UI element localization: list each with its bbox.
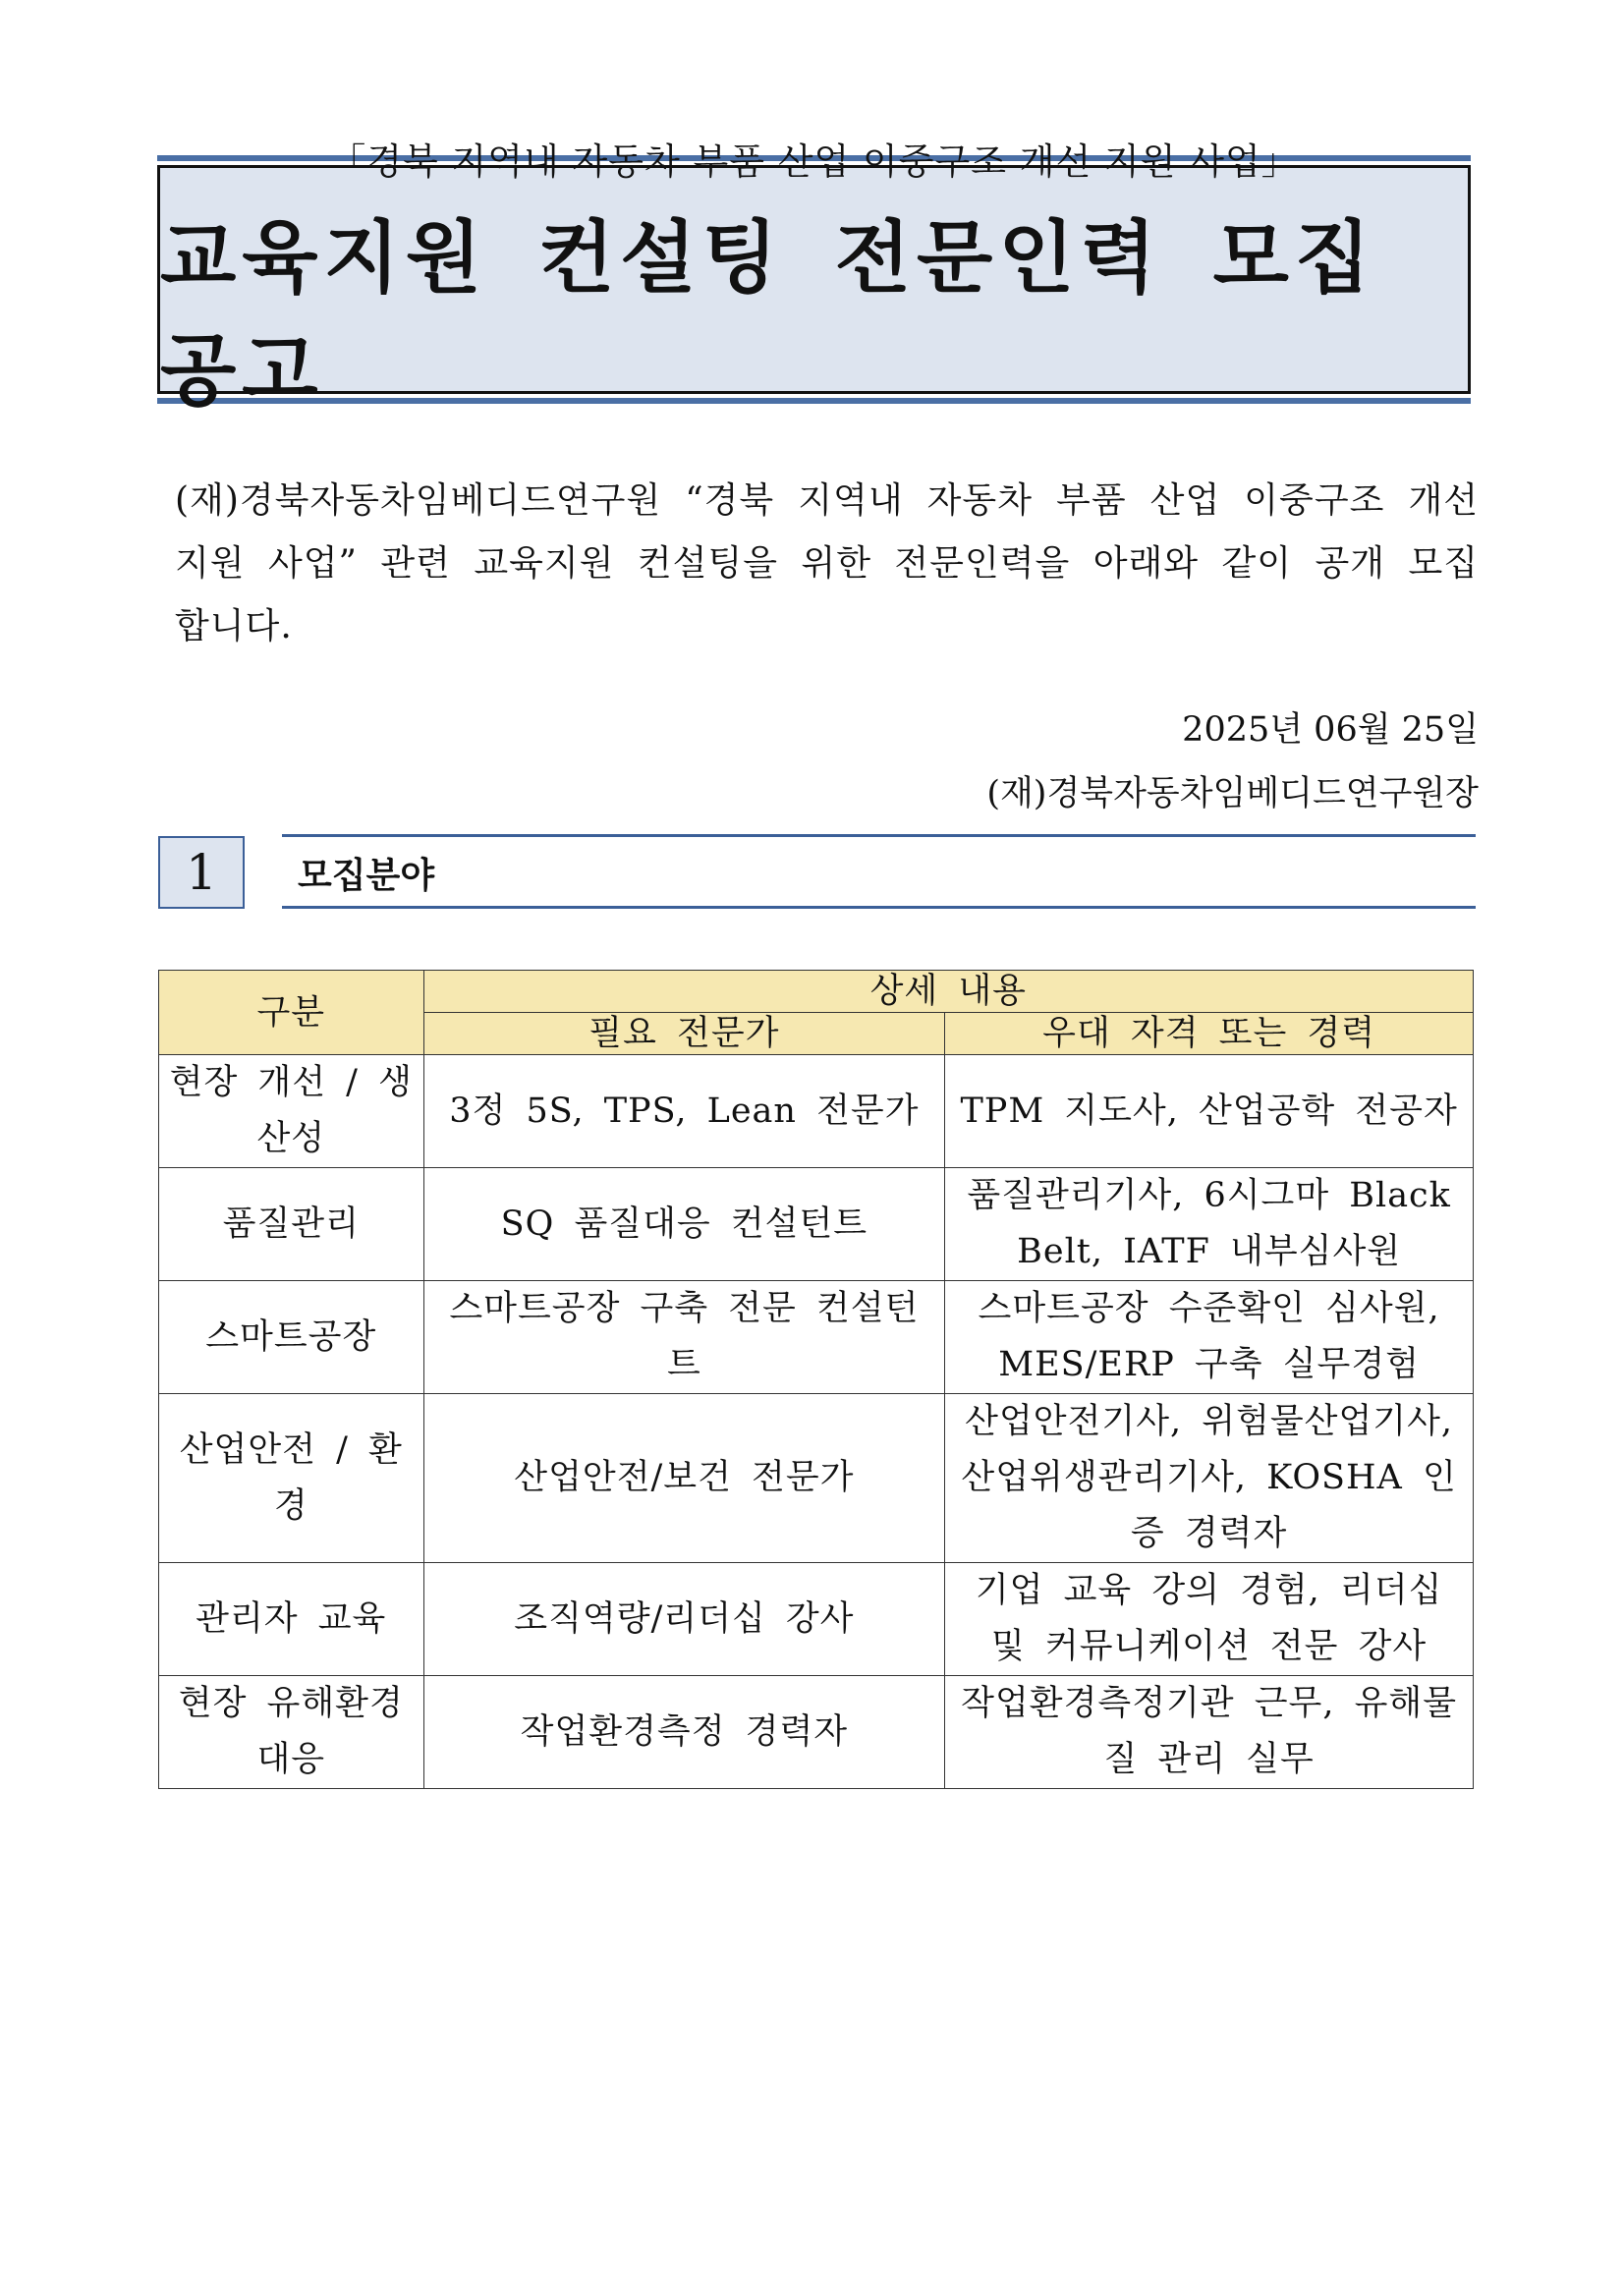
row-preferred: 기업 교육 강의 경험, 리더십 및 커뮤니케이션 전문 강사 xyxy=(945,1563,1474,1676)
table-row xyxy=(159,1281,1474,1394)
row-required: 조직역량/리더십 강사 xyxy=(423,1563,945,1676)
row-category: 품질관리 xyxy=(159,1168,424,1281)
table-row xyxy=(159,1676,1474,1789)
row-category: 산업안전 / 환경 xyxy=(159,1394,424,1563)
section-title: 모집분야 xyxy=(298,856,435,896)
row-required: 산업안전/보건 전문가 xyxy=(423,1394,945,1563)
row-preferred: 작업환경측정기관 근무, 유해물질 관리 실무 xyxy=(945,1676,1474,1789)
row-required: 3정 5S, TPS, Lean 전문가 xyxy=(423,1055,945,1168)
row-category: 관리자 교육 xyxy=(159,1563,424,1676)
header-required: 필요 전문가 xyxy=(423,1013,945,1055)
intro-paragraph: (재)경북자동차임베디드연구원 “경북 지역내 자동차 부품 산업 이중구조 개선 지원 사업” 관련 교육지원 컨설팅을 위한 전문인력을 아래와 같이 공개 모집합니다. xyxy=(175,480,1479,646)
header-detail: 상세 내용 xyxy=(423,971,1473,1013)
header-category: 구분 xyxy=(159,971,424,1055)
title-main: 교육지원 컨설팅 전문인력 모집 공고 xyxy=(160,211,1377,417)
section-number-box: 1 xyxy=(158,836,245,909)
title-box xyxy=(157,140,1471,417)
issuer-name: (재)경북자동차임베디드연구원장 xyxy=(986,774,1479,813)
row-category: 현장 개선 / 생산성 xyxy=(159,1055,424,1168)
row-required: 스마트공장 구축 전문 컨설턴트 xyxy=(423,1281,945,1394)
row-preferred: TPM 지도사, 산업공학 전공자 xyxy=(945,1055,1474,1168)
row-category: 현장 유해환경 대응 xyxy=(159,1676,424,1789)
title-subtitle: 「경북 지역내 자동차 부품 산업 이중구조 개선 지원 사업」 xyxy=(329,140,1299,183)
section-top-line xyxy=(282,834,1476,837)
header-preferred: 우대 자격 또는 경력 xyxy=(945,1013,1474,1055)
row-preferred: 스마트공장 수준확인 심사원, MES/ERP 구축 실무경험 xyxy=(945,1281,1474,1394)
title-box-wrapper xyxy=(157,140,1471,417)
row-category: 스마트공장 xyxy=(159,1281,424,1394)
announcement-date: 2025년 06월 25일 xyxy=(1182,710,1479,750)
row-required: 작업환경측정 경력자 xyxy=(423,1676,945,1789)
row-required: SQ 품질대응 컨설턴트 xyxy=(423,1168,945,1281)
table-row xyxy=(159,1055,1474,1168)
table-row xyxy=(159,1563,1474,1676)
recruitment-fields-table xyxy=(158,970,1474,1789)
row-preferred: 산업안전기사, 위험물산업기사, 산업위생관리기사, KOSHA 인증 경력자 xyxy=(945,1394,1474,1563)
table-row xyxy=(159,1394,1474,1563)
table-row xyxy=(159,1168,1474,1281)
row-preferred: 품질관리기사, 6시그마 Black Belt, IATF 내부심사원 xyxy=(945,1168,1474,1281)
section-bottom-line xyxy=(282,906,1476,909)
